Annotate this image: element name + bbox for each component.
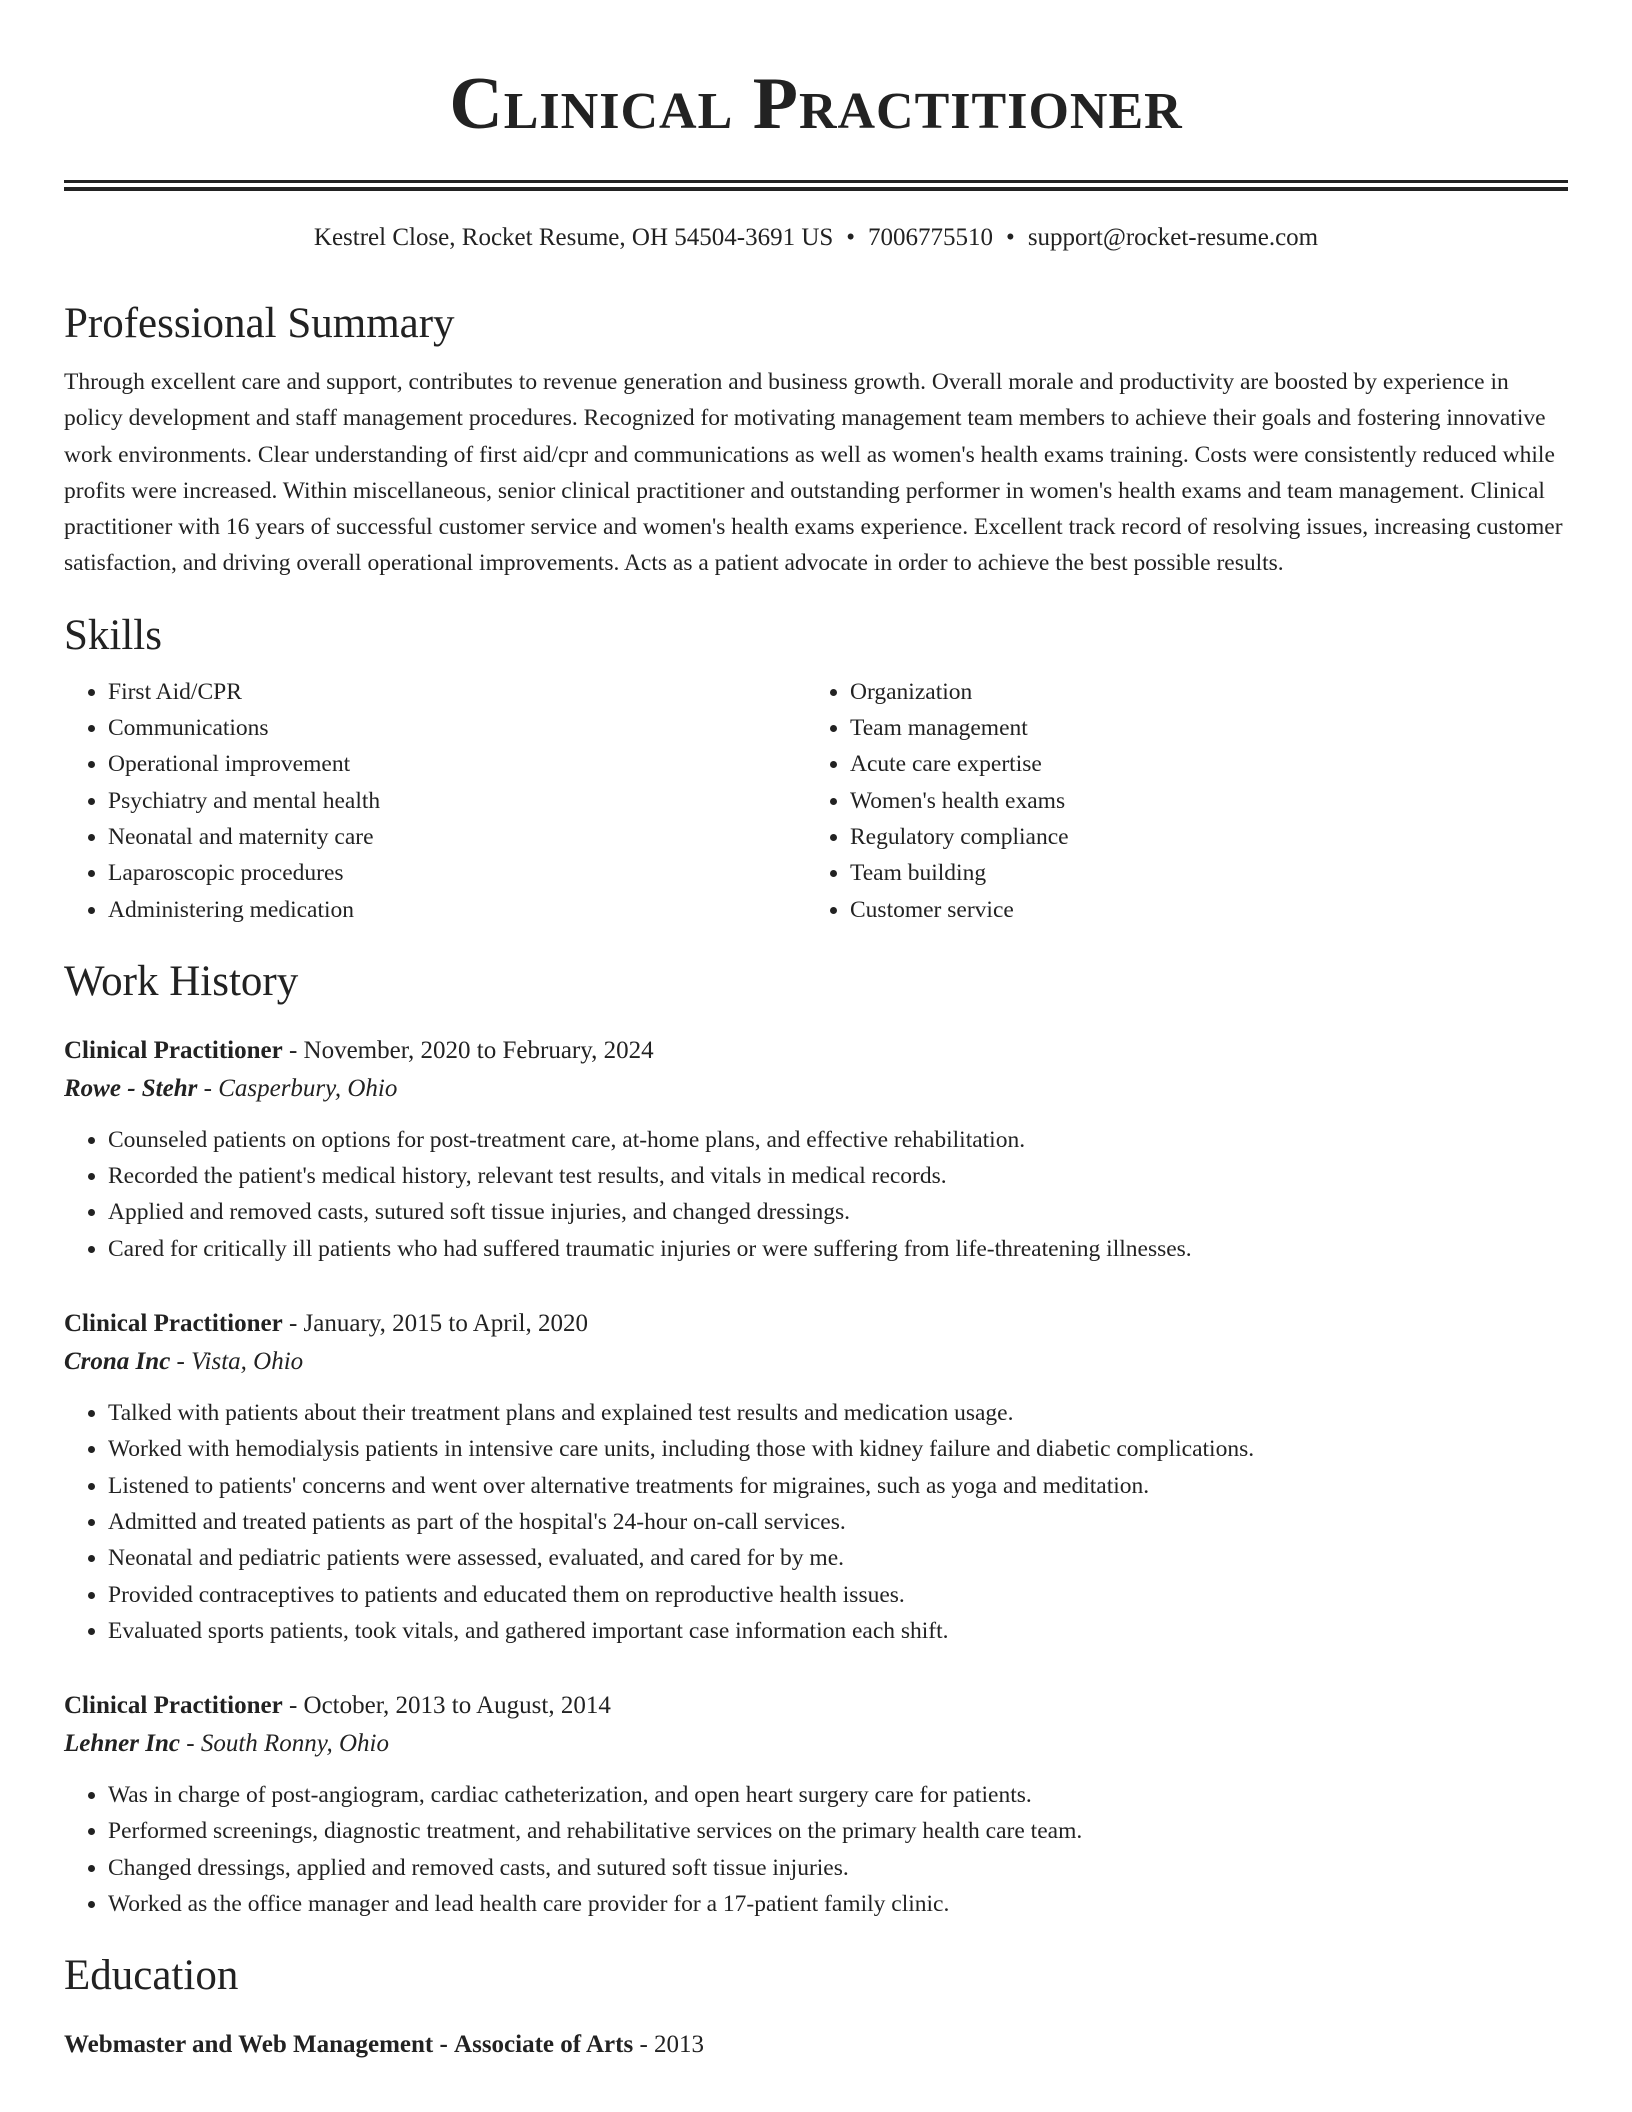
job-company: Rowe - Stehr [64,1074,198,1102]
job-dates: January, 2015 to April, 2020 [303,1310,588,1338]
education-year: 2013 [654,2031,705,2059]
job-entry [64,1032,1568,1267]
skill-item: • Team management [850,710,1069,746]
job-company: Lehner Inc [64,1730,180,1758]
job-bullet: • Cared for critically ill patients who had suffered traumatic injuries or were suffering from life-threatening illnesses. [108,1231,1568,1267]
job-title: Clinical Practitioner [64,1692,283,1720]
job-location: South Ronny, Ohio [200,1730,389,1758]
job-bullet: • Talked with patients about their treatment plans and explained test results and medication usage. [108,1395,1568,1431]
double-rule-divider [64,180,1568,190]
job-dates: October, 2013 to August, 2014 [303,1692,611,1720]
job-location: Casperbury, Ohio [218,1074,398,1102]
job-bullet: • Neonatal and pediatric patients were assessed, evaluated, and cared for by me. [108,1540,1568,1576]
job-bullet: • Provided contraceptives to patients and educated them on reproductive health issues. [108,1577,1568,1613]
job-title-line: Clinical Practitioner - November, 2020 to February, 2024 [64,1036,654,1064]
job-bullet: • Admitted and treated patients as part of the hospital's 24-hour on-call services. [108,1504,1568,1540]
job-title: Clinical Practitioner [64,1036,283,1064]
skill-item: • First Aid/CPR [108,674,806,710]
education-dash: - [439,2031,448,2059]
job-bullet: • Worked as the office manager and lead health care provider for a 17-patient family clinic. [108,1886,1568,1922]
skill-item: • Operational improvement [108,746,806,782]
job-title-line: Clinical Practitioner - October, 2013 to August, 2014 [64,1692,611,1720]
job-bullets [64,1122,1568,1267]
bullet-separator: • [846,224,856,251]
job-bullets [64,1395,1568,1649]
resume-name: Clinical Practitioner [449,63,1183,145]
bullet-separator: • [1006,224,1015,251]
job-dates: November, 2020 to February, 2024 [303,1036,654,1064]
job-title-line: Clinical Practitioner - January, 2015 to April, 2020 [64,1310,588,1338]
skill-item: • Customer service [850,892,1069,928]
job-company-line: Rowe - Stehr - Casperbury, Ohio [64,1074,398,1102]
job-bullet: • Counseled patients on options for post-treatment care, at-home plans, and effective rehabilitation. [108,1122,1568,1158]
skill-item: • Psychiatry and mental health [108,783,806,819]
education-field: Webmaster and Web Management [64,2031,434,2059]
job-company-line: Crona Inc - Vista, Ohio [64,1348,304,1376]
skill-item: • Regulatory compliance [850,819,1069,855]
skills-column-right [806,674,1069,928]
skills-column-left [64,674,806,928]
job-company-line: Lehner Inc - South Ronny, Ohio [64,1730,389,1758]
job-bullet: • Applied and removed casts, sutured soft tissue injuries, and changed dressings. [108,1194,1568,1230]
skill-item: • Organization [850,674,1069,710]
job-bullet: • Evaluated sports patients, took vitals, and gathered important case information each shift. [108,1613,1568,1649]
job-bullet: • Performed screenings, diagnostic treatment, and rehabilitative services on the primary health care team. [108,1813,1568,1849]
skill-item: • Administering medication [108,892,806,928]
job-entry [64,1305,1568,1649]
job-bullet: • Recorded the patient's medical history, relevant test results, and vitals in medical records. [108,1158,1568,1194]
job-bullet: • Was in charge of post-angiogram, cardiac catheterization, and open heart surgery care for patients. [108,1777,1568,1813]
skill-item: • Neonatal and maternity care [108,819,806,855]
skill-item: • Women's health exams [850,783,1069,819]
skills-list [64,674,1568,928]
summary-text: Through excellent care and support, contributes to revenue generation and business growth. Overall morale and productivity are boosted by experience in policy development and staff management procedures. Recognized for motivating management team members to achieve their goals and fostering innovative work environments. Clear understanding of first aid/cpr and communications as well as women's health exams training. Costs were consistently reduced while profits were increased. Within miscellaneous, senior clinical practitioner and outstanding performer in women's health exams and team management. Clinical practitioner with 16 years of successful customer service and women's health exams experience. Excellent track record of resolving issues, increasing customer satisfaction, and driving overall operational improvements. Acts as a patient advocate in order to achieve the best possible results. [64,369,1563,577]
education-entry: Webmaster and Web Management - Associate of Arts - 2013 [64,2031,705,2059]
skills-heading: Skills [64,611,162,659]
job-company: Crona Inc [64,1348,171,1376]
job-bullet: • Changed dressings, applied and removed casts, and sutured soft tissue injuries. [108,1850,1568,1886]
job-bullets [64,1777,1568,1922]
job-location: Vista, Ohio [191,1348,304,1376]
contact-address: Kestrel Close, Rocket Resume, OH 54504-3691 US [313,224,834,251]
skill-item: • Team building [850,855,1069,891]
contact-email: support@rocket-resume.com [1027,224,1319,251]
skill-item: • Acute care expertise [850,746,1069,782]
job-bullet: • Listened to patients' concerns and went over alternative treatments for migraines, such as yoga and meditation. [108,1468,1568,1504]
education-heading: Education [64,1952,239,2000]
education-degree: Associate of Arts [454,2031,634,2059]
work-history-heading: Work History [64,957,299,1005]
contact-line [64,220,1568,256]
summary-heading: Professional Summary [64,300,455,347]
job-bullet: • Worked with hemodialysis patients in intensive care units, including those with kidney failure and diabetic complications. [108,1431,1568,1467]
skill-item: • Laparoscopic procedures [108,855,806,891]
job-title: Clinical Practitioner [64,1310,283,1338]
contact-phone: 7006775510 [868,224,994,251]
skill-item: • Communications [108,710,806,746]
job-entry [64,1687,1568,1922]
